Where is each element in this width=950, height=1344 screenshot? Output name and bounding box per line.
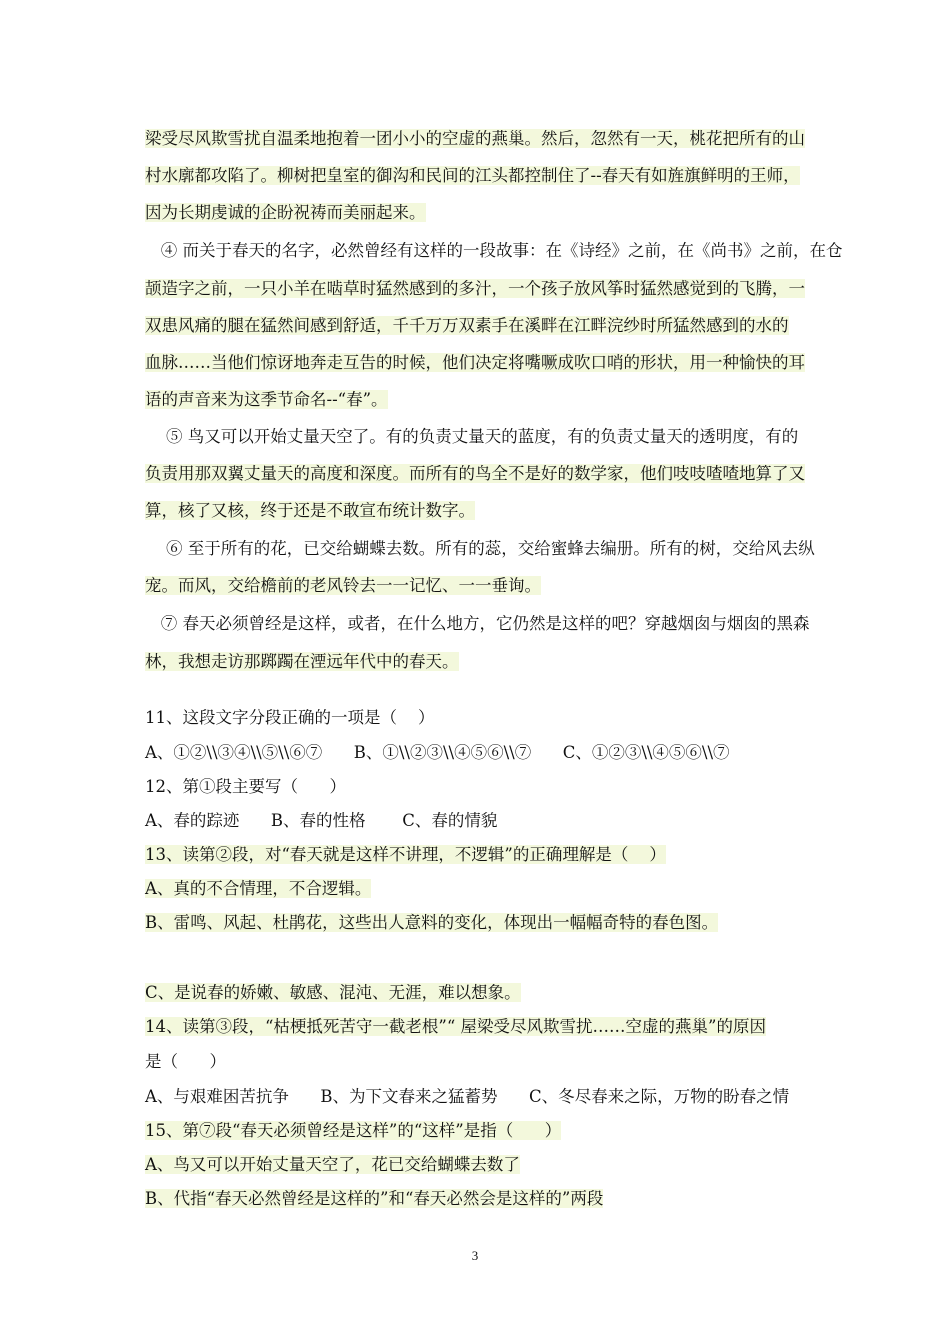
passage-line	[145, 389, 388, 411]
passage-line-text: 梁受尽风欺雪扰自温柔地抱着一团小小的空虚的燕巢。然后，忽然有一天，桃花把所有的山	[145, 129, 805, 148]
question-14-cont	[145, 1051, 226, 1073]
passage-line-text: 林，我想走访那踯躅在湮远年代中的春天。	[145, 652, 459, 671]
question-13-option-a	[145, 878, 371, 900]
question-text: 11、这段文字分段正确的一项是（ ）	[145, 708, 435, 727]
option-text: B、雷鸣、风起、杜鹃花，这些出人意料的变化，体现出一幅幅奇特的春色图。	[145, 913, 719, 932]
paragraph-6-start	[145, 538, 815, 560]
passage-line-text: 村水廓都攻陷了。柳树把皇室的御沟和民间的江头都控制住了--春天有如旌旗鲜明的王师，	[145, 166, 800, 185]
question-11-options	[145, 742, 730, 764]
passage-line-text: ⑥ 至于所有的花，已交给蝴蝶去数。所有的蕊，交给蜜蜂去编册。所有的树，交给风去纵	[145, 539, 815, 558]
question-text: 是（ ）	[145, 1052, 226, 1071]
passage-line	[145, 500, 475, 522]
question-12	[145, 776, 346, 798]
passage-line	[145, 575, 541, 597]
passage-line	[145, 165, 800, 187]
question-11	[145, 707, 434, 729]
option-text: B、代指“春天必然曾经是这样的”和“春天必然会是这样的”两段	[145, 1189, 604, 1208]
question-text: 12、第①段主要写（ ）	[145, 777, 346, 796]
passage-line-text: 双患风痛的腿在猛然间感到舒适，千千万万双素手在溪畔在江畔浣纱时所猛然感到的水的	[145, 316, 789, 335]
passage-line-text: 负责用那双翼丈量天的高度和深度。而所有的鸟全不是好的数学家，他们吱吱喳喳地算了又	[145, 464, 805, 483]
page-number: 3	[471, 1248, 479, 1263]
question-text: 15、第⑦段“春天必须曾经是这样”的“这样”是指（ ）	[145, 1121, 562, 1140]
question-13-option-b	[145, 912, 718, 934]
option-text: C、是说春的娇嫩、敏感、混沌、无涯，难以想象。	[145, 983, 521, 1002]
passage-line-text: ④ 而关于春天的名字，必然曾经有这样的一段故事：在《诗经》之前，在《尚书》之前，在仓	[145, 241, 843, 260]
option-text: A、真的不合情理，不合逻辑。	[145, 879, 372, 898]
passage-line-text: ⑦ 春天必须曾经是这样，或者，在什么地方，它仍然是这样的吧？穿越烟囱与烟囱的黑森	[145, 614, 810, 633]
passage-line-text: ⑤ 鸟又可以开始丈量天空了。有的负责丈量天的蓝度，有的负责丈量天的透明度，有的	[145, 427, 799, 446]
option-text: A、①②\\③④\\⑤\\⑥⑦ B、①\\②③\\④⑤⑥\\⑦ C、①②③\\④⑤⑥\\⑦	[145, 743, 730, 762]
passage-line-text: 因为长期虔诚的企盼祝祷而美丽起来。	[145, 203, 426, 222]
question-13	[145, 844, 666, 866]
question-text: 14、读第③段，“枯梗抵死苦守一截老根”“ 屋梁受尽风欺雪扰……空虚的燕巢”的原因	[145, 1017, 766, 1036]
passage-line	[145, 352, 805, 374]
passage-line-text: 宠。而风，交给檐前的老风铃去一一记忆、一一垂询。	[145, 576, 541, 595]
passage-line-text: 算，核了又核，终于还是不敢宣布统计数字。	[145, 501, 475, 520]
passage-line	[145, 463, 805, 485]
question-14-options	[145, 1086, 789, 1108]
passage-line	[145, 128, 805, 150]
question-14	[145, 1016, 766, 1038]
question-text: 13、读第②段，对“春天就是这样不讲理，不逻辑”的正确理解是（ ）	[145, 845, 666, 864]
question-13-option-c	[145, 982, 521, 1004]
paragraph-7-start	[145, 613, 809, 635]
question-15	[145, 1120, 561, 1142]
question-15-option-a	[145, 1154, 520, 1176]
passage-line	[145, 278, 805, 300]
paragraph-5-start	[145, 426, 798, 448]
passage-line	[145, 202, 426, 224]
passage-line-text: 血脉……当他们惊讶地奔走互告的时候，他们决定将嘴噘成吹口哨的形状，用一种愉快的耳	[145, 353, 805, 372]
passage-line	[145, 651, 459, 673]
option-text: A、鸟又可以开始丈量天空了，花已交给蝴蝶去数了	[145, 1155, 520, 1174]
option-text: A、春的踪迹 B、春的性格 C、春的情貌	[145, 811, 498, 830]
question-12-options	[145, 810, 497, 832]
passage-line-text: 语的声音来为这季节命名--“春”。	[145, 390, 388, 409]
paragraph-4-start	[145, 240, 842, 262]
passage-line-text: 颉造字之前，一只小羊在啮草时猛然感到的多汁，一个孩子放风筝时猛然感觉到的飞腾，一	[145, 279, 805, 298]
option-text: A、与艰难困苦抗争 B、为下文春来之猛蓄势 C、冬尽春来之际，万物的盼春之情	[145, 1087, 790, 1106]
question-15-option-b	[145, 1188, 603, 1210]
passage-line	[145, 315, 789, 337]
